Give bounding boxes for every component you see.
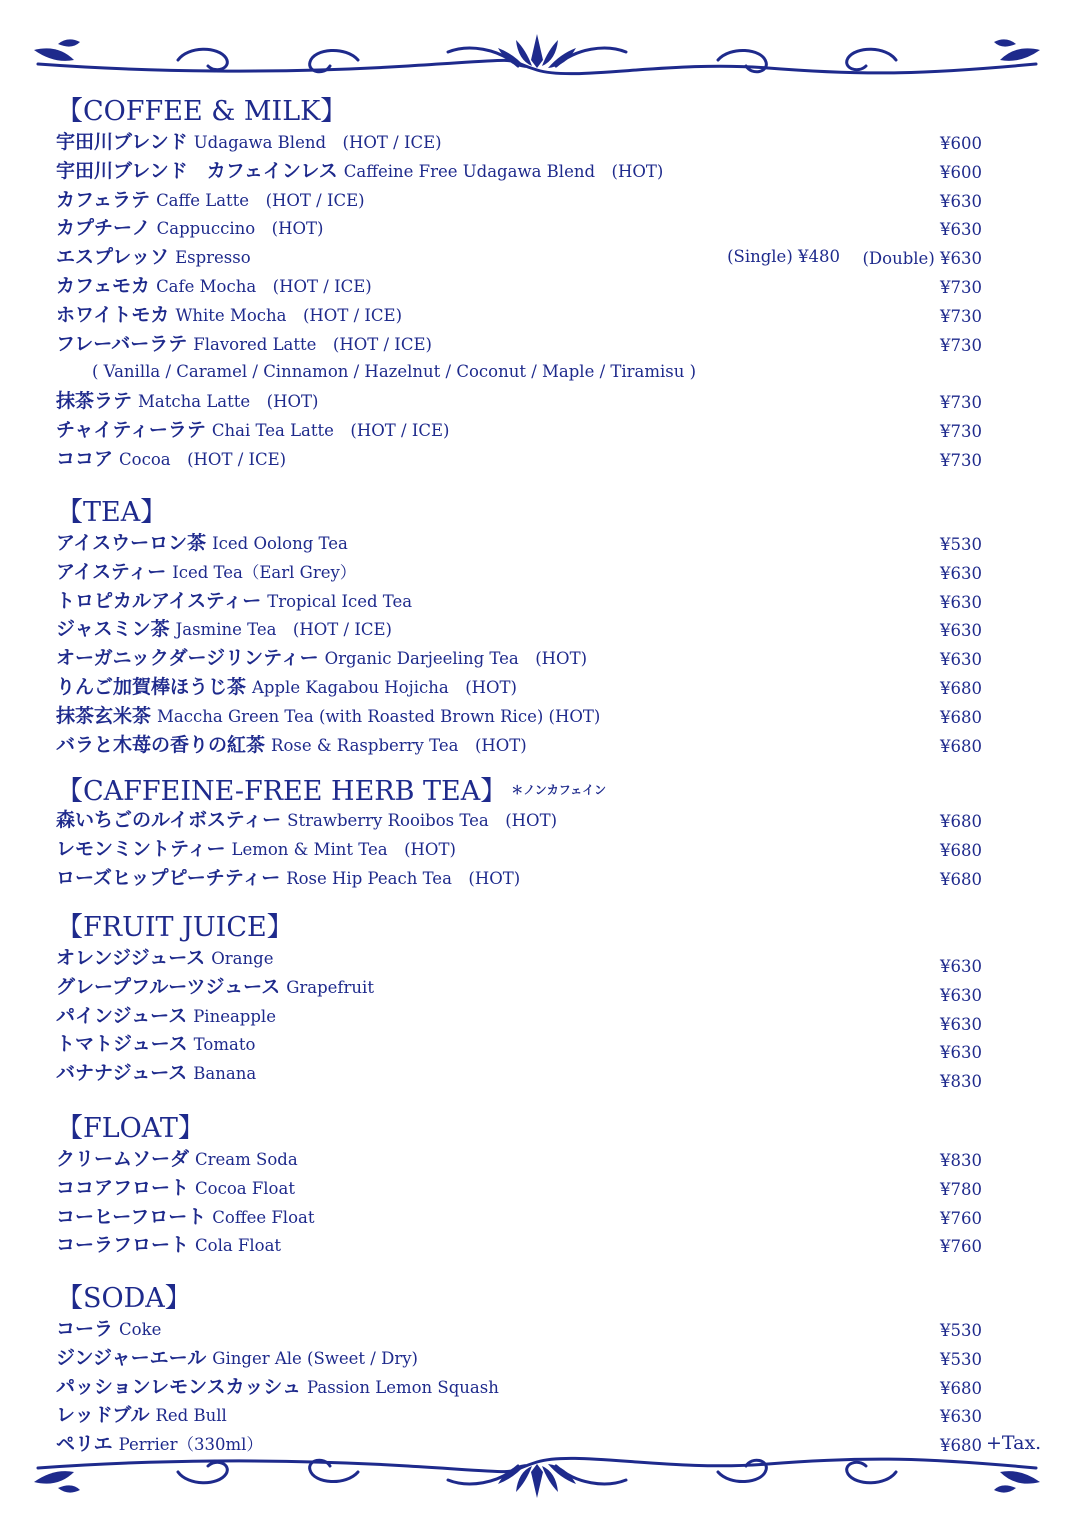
item-name-jp: りんご加賀棒ほうじ茶 [56, 675, 247, 698]
item-price: ¥630 [940, 1407, 982, 1427]
item-price: ¥730 [940, 421, 982, 441]
menu-item [56, 272, 986, 301]
item-price: ¥600 [940, 162, 982, 182]
item-name-en: Jasmine Tea (HOT / ICE) [175, 620, 392, 640]
item-price: ¥630 [940, 621, 982, 641]
item-name-jp: カフェモカ [56, 274, 151, 297]
item-price: ¥680 [940, 840, 982, 860]
item-name-en: Cappuccino (HOT) [156, 219, 324, 239]
item-price: ¥680 [940, 869, 982, 889]
section-coffee-milk [56, 96, 986, 474]
item-name-en: Banana [193, 1064, 257, 1084]
item-name-jp: 宇田川ブレンド [56, 131, 188, 153]
item-name-jp: ホワイトモカ [56, 303, 170, 326]
item-name-jp: フレーバーラテ [56, 332, 188, 355]
section-title: 【FLOAT】 [56, 1113, 205, 1144]
item-name-en: Strawberry Rooibos Tea (HOT) [287, 811, 558, 830]
item-name-en: Cocoa Float [195, 1178, 295, 1198]
item-name-en: Espresso [175, 248, 251, 268]
item-price: ¥730 [940, 450, 982, 470]
section-float [56, 1113, 986, 1260]
item-name-jp: カフェラテ [56, 188, 151, 211]
item-name-jp: 抹茶玄米茶 [56, 704, 152, 727]
item-price: ¥830 [940, 1072, 982, 1092]
section-title-text: 【CAFFEINE-FREE HERB TEA】 [56, 776, 508, 807]
item-name-jp: クリームソーダ [56, 1148, 190, 1170]
item-name-jp: コーヒーフロート [56, 1205, 207, 1228]
menu-item [56, 644, 986, 673]
item-name-jp: 宇田川ブレンド カフェインレス [56, 159, 338, 182]
item-name-jp: 抹茶ラテ [56, 390, 133, 413]
menu-item [56, 1231, 986, 1260]
item-name-en: Flavored Latte (HOT / ICE) [193, 334, 432, 354]
item-name-jp: コーラ [56, 1318, 114, 1340]
menu-item [56, 416, 986, 445]
item-name-jp: ローズヒップピーチティー [56, 866, 281, 889]
item-price: ¥630 [940, 191, 982, 211]
item-name-en: Rose & Raspberry Tea (HOT) [271, 735, 527, 755]
item-price: ¥630 [940, 650, 982, 670]
item-name-jp: 森いちごのルイボスティー [56, 809, 282, 831]
menu-item [56, 673, 986, 702]
item-price: ¥760 [940, 1208, 982, 1228]
item-price: ¥680 [940, 812, 982, 831]
item-name-en: Chai Tea Latte (HOT / ICE) [211, 420, 450, 440]
flavor-options: ( Vanilla / Caramel / Cinnamon / Hazelnut / Coconut / Maple / Tiramisu ) [92, 362, 697, 382]
menu-item [56, 835, 986, 864]
menu-item [56, 1030, 986, 1063]
menu-item [56, 330, 986, 359]
item-name-en: Orange [211, 949, 274, 968]
item-name-en: Ginger Ale (Sweet / Dry) [212, 1348, 418, 1368]
item-price: ¥730 [940, 306, 982, 326]
section-tea [56, 497, 986, 759]
bottom-ornament-divider [28, 1452, 1046, 1502]
item-name-jp: グレープフルーツジュース [56, 975, 281, 998]
item-name-jp: バナナジュース [56, 1062, 188, 1085]
item-price: ¥680 [940, 736, 982, 756]
item-name-en: Coffee Float [212, 1207, 315, 1227]
item-name-en: White Mocha (HOT / ICE) [175, 305, 403, 325]
menu-item [56, 973, 986, 1005]
item-name-jp: カプチーノ [56, 217, 151, 240]
item-price: ¥530 [940, 535, 982, 554]
menu-item [56, 1059, 986, 1092]
item-name-jp: ココア [56, 447, 114, 470]
menu-item [56, 1002, 986, 1034]
item-name-en: Rose Hip Peach Tea (HOT) [286, 868, 521, 888]
item-name-jp: レモンミントティー [56, 837, 226, 860]
item-name-en: Tomato [193, 1035, 256, 1055]
item-price: ¥830 [940, 1151, 982, 1170]
item-name-jp: オーガニックダージリンティー [56, 647, 319, 670]
item-price: ¥600 [940, 134, 982, 153]
item-price: ¥630 [940, 1014, 982, 1034]
item-price: ¥630 [940, 592, 982, 612]
item-name-jp: オレンジジュース [56, 947, 206, 969]
menu-item [56, 1203, 986, 1232]
section-herb-tea [56, 774, 986, 892]
menu-item [56, 1315, 986, 1344]
item-name-en: Udagawa Blend (HOT / ICE) [193, 133, 442, 152]
item-price-double: (Double) ¥630 [862, 249, 982, 269]
menu-item [56, 186, 986, 215]
item-name-en: Coke [119, 1320, 162, 1339]
item-name-jp: バラと木苺の香りの紅茶 [56, 733, 266, 756]
item-price: ¥630 [940, 1043, 982, 1063]
menu-item [56, 944, 986, 976]
item-name-en: Lemon & Mint Tea (HOT) [231, 839, 456, 859]
menu-item [56, 1373, 986, 1402]
menu-item [56, 587, 986, 616]
item-name-jp: ココアフロート [56, 1176, 190, 1199]
item-name-en: Cola Float [195, 1236, 282, 1256]
item-name-jp: トマトジュース [56, 1033, 188, 1056]
item-price: ¥630 [940, 220, 982, 240]
item-name-en: Organic Darjeeling Tea (HOT) [324, 649, 588, 669]
item-name-jp: パッションレモンスカッシュ [56, 1375, 302, 1398]
item-price: ¥730 [940, 335, 982, 355]
item-name-en: Grapefruit [286, 977, 374, 997]
item-name-jp: レッドブル [56, 1404, 150, 1427]
item-price: ¥630 [940, 563, 982, 583]
item-price: ¥680 [940, 678, 982, 698]
menu-item [56, 243, 986, 272]
menu-item [56, 731, 986, 760]
item-price: ¥730 [940, 277, 982, 297]
item-name-jp: アイスティー [56, 560, 167, 583]
item-name-en: Maccha Green Tea (with Roasted Brown Rice) (HOT) [157, 706, 601, 726]
item-name-jp: ジャスミン茶 [56, 618, 170, 641]
top-ornament-divider [28, 30, 1046, 80]
item-name-en: Red Bull [155, 1406, 227, 1426]
item-name-en: Cocoa (HOT / ICE) [119, 449, 287, 469]
item-name-en: Matcha Latte (HOT) [138, 392, 319, 412]
menu-item [56, 128, 986, 157]
item-name-jp: トロピカルアイスティー [56, 589, 262, 612]
item-price: ¥680 [940, 1436, 982, 1456]
item-name-en: Perrier（330ml） [118, 1435, 263, 1455]
item-name-en: Iced Oolong Tea [212, 534, 348, 553]
section-title: 【TEA】 [56, 497, 168, 528]
menu-item [56, 1174, 986, 1203]
item-name-en: Cream Soda [195, 1150, 298, 1169]
menu-item [56, 387, 986, 416]
menu-item [56, 864, 986, 893]
item-name-jp: エスプレッソ [56, 246, 170, 269]
menu-item [56, 1401, 986, 1430]
item-name-en: Cafe Mocha (HOT / ICE) [156, 276, 372, 296]
non-caffeine-note: ＊ノンカフェイン [511, 783, 607, 797]
menu-item [56, 558, 986, 587]
menu-item [56, 615, 986, 644]
menu-item [56, 214, 986, 243]
item-price: ¥530 [940, 1321, 982, 1340]
item-name-en: Caffe Latte (HOT / ICE) [156, 190, 365, 210]
item-name-en: Tropical Iced Tea [267, 591, 413, 611]
item-name-en: Caffeine Free Udagawa Blend (HOT) [343, 161, 664, 181]
section-title [56, 774, 986, 806]
tax-note: +Tax. [986, 1432, 1042, 1454]
item-price-single: (Single) ¥480 [727, 247, 840, 267]
item-price: ¥760 [940, 1237, 982, 1257]
section-title: 【COFFEE & MILK】 [56, 96, 348, 127]
menu-item [56, 301, 986, 330]
section-soda [56, 1283, 986, 1459]
item-price: ¥780 [940, 1179, 982, 1199]
section-fruit-juice [56, 912, 986, 1092]
menu-item [56, 445, 986, 474]
menu-item [56, 1145, 986, 1174]
item-price: ¥680 [940, 707, 982, 727]
menu-item [56, 806, 986, 835]
item-name-jp: パインジュース [56, 1004, 188, 1027]
section-title: 【SODA】 [56, 1283, 192, 1314]
item-name-jp: コーラフロート [56, 1234, 190, 1257]
item-price: ¥680 [940, 1378, 982, 1398]
item-name-jp: アイスウーロン茶 [56, 532, 207, 554]
item-price: ¥630 [940, 957, 982, 976]
menu-item [56, 157, 986, 186]
menu-item [56, 1344, 986, 1373]
item-price: ¥730 [940, 393, 982, 413]
item-price: ¥630 [940, 985, 982, 1005]
item-name-en: Passion Lemon Squash [307, 1377, 499, 1397]
item-name-jp: ジンジャーエール [56, 1346, 207, 1369]
menu-item [56, 529, 986, 558]
item-price: ¥530 [940, 1349, 982, 1369]
menu-item [56, 702, 986, 731]
item-name-en: Iced Tea（Earl Grey） [172, 562, 357, 582]
item-name-jp: ペリエ [56, 1433, 113, 1456]
section-title: 【FRUIT JUICE】 [56, 912, 294, 943]
item-name-jp: チャイティーラテ [56, 418, 206, 441]
item-name-en: Pineapple [193, 1006, 276, 1026]
item-name-en: Apple Kagabou Hojicha (HOT) [252, 677, 517, 697]
